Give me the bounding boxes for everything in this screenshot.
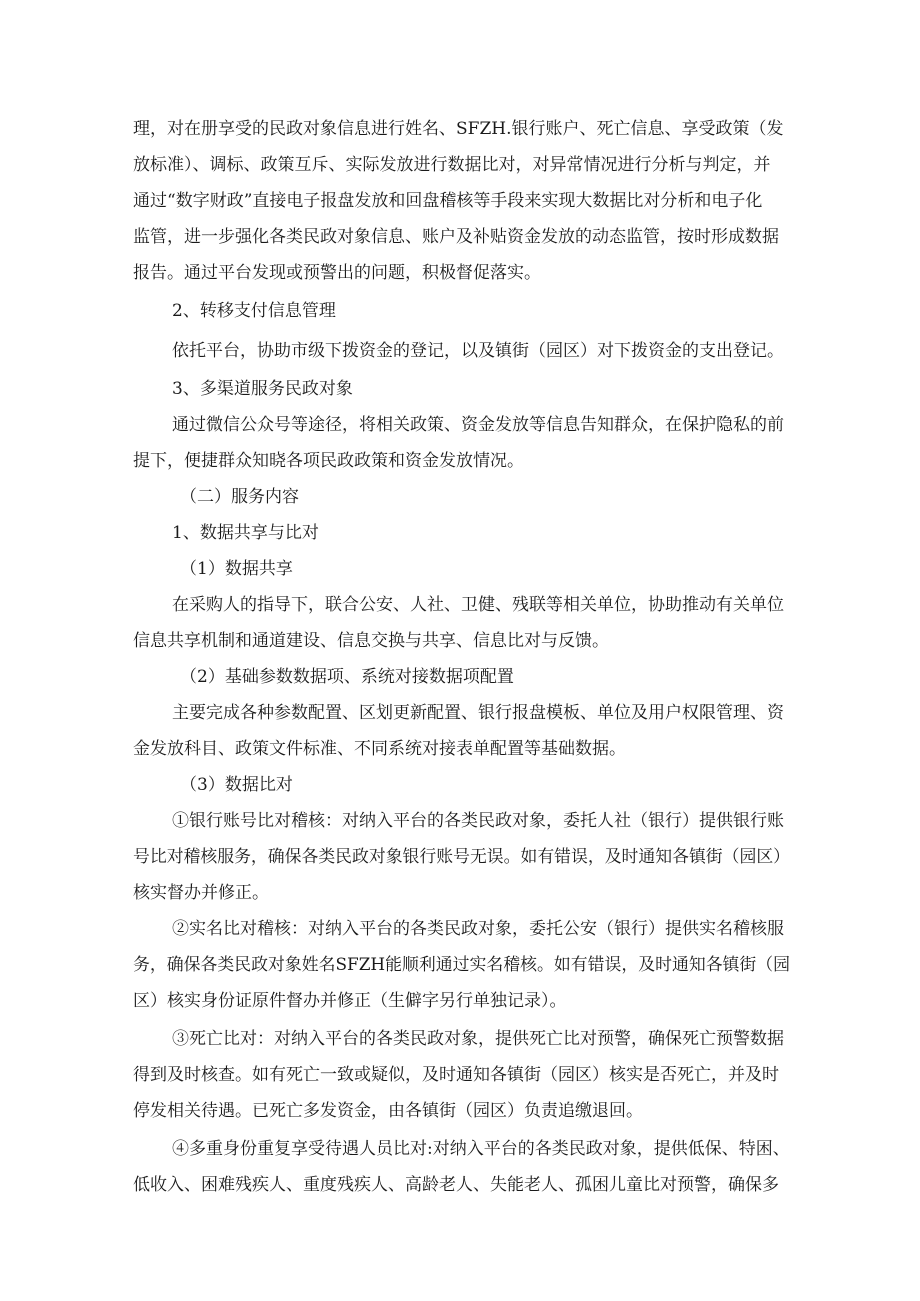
paragraph-line: 信息共享机制和通道建设、信息交换与共享、信息比对与反馈。: [133, 631, 609, 651]
paragraph-line: 得到及时核查。如有死亡一致或疑似，及时通知各镇街（园区）核实是否死亡，并及时: [133, 1065, 779, 1085]
section-heading: 3、多渠道服务民政对象: [172, 379, 353, 399]
paragraph-line: 报告。通过平台发现或预警出的问题，积极督促落实。: [133, 263, 541, 283]
paragraph-line: 停发相关待遇。已死亡多发资金，由各镇街（园区）负责追缴退回。: [133, 1101, 643, 1121]
paragraph-line: 通过“数字财政”直接电子报盘发放和回盘稽核等手段来实现大数据比对分析和电子化: [133, 191, 763, 211]
paragraph-line: 金发放科目、政策文件标准、不同系统对接表单配置等基础数据。: [133, 739, 626, 759]
paragraph-line: 放标准）、调标、政策互斥、实际发放进行数据比对，对异常情况进行分析与判定，并: [133, 155, 771, 175]
paragraph-line: 通过微信公众号等途径，将相关政策、资金发放等信息告知群众，在保护隐私的前: [172, 415, 784, 435]
paragraph-line: ③死亡比对：对纳入平台的各类民政对象，提供死亡比对预警，确保死亡预警数据: [172, 1029, 784, 1049]
paragraph-line: 依托平台，协助市级下拨资金的登记，以及镇街（园区）对下拨资金的支出登记。: [172, 341, 784, 361]
paragraph-line: 核实督办并修正。: [133, 883, 269, 903]
paragraph-line: 号比对稽核服务，确保各类民政对象银行账号无误。如有错误，及时通知各镇街（园区）: [133, 847, 791, 867]
section-heading: （3）数据比对: [180, 775, 293, 795]
section-heading: （2）基础参数数据项、系统对接数据项配置: [180, 667, 514, 687]
paragraph-line: 监管，进一步强化各类民政对象信息、账户及补贴资金发放的动态监管，按时形成数据: [133, 227, 779, 247]
section-heading: （1）数据共享: [180, 559, 293, 579]
section-heading: 1、数据共享与比对: [172, 523, 319, 543]
paragraph-line: ④多重身份重复享受待遇人员比对:对纳入平台的各类民政对象，提供低保、特困、: [172, 1139, 790, 1159]
section-heading: 2、转移支付信息管理: [172, 301, 336, 321]
paragraph-line: 低收入、困难残疾人、重度残疾人、高龄老人、失能老人、孤困儿童比对预警，确保多: [133, 1175, 779, 1195]
paragraph-line: ②实名比对稽核：对纳入平台的各类民政对象，委托公安（银行）提供实名稽核服: [172, 919, 784, 939]
paragraph-line: 在采购人的指导下，联合公安、人社、卫健、残联等相关单位，协助推动有关单位: [172, 595, 784, 615]
paragraph-line: 提下，便捷群众知晓各项民政政策和资金发放情况。: [133, 451, 524, 471]
paragraph-line: 区）核实身份证原件督办并修正（生僻字另行单独记录）。: [133, 991, 567, 1011]
paragraph-line: 务，确保各类民政对象姓名SFZH能顺利通过实名稽核。如有错误，及时通知各镇街（园: [133, 955, 791, 975]
paragraph-line: ①银行账号比对稽核：对纳入平台的各类民政对象，委托人社（银行）提供银行账: [172, 811, 784, 831]
section-heading: （二）服务内容: [180, 487, 299, 507]
paragraph-line: 主要完成各种参数配置、区划更新配置、银行报盘模板、单位及用户权限管理、资: [172, 703, 784, 723]
paragraph-line: 理，对在册享受的民政对象信息进行姓名、SFZH.银行账户、死亡信息、享受政策（发: [133, 119, 784, 139]
